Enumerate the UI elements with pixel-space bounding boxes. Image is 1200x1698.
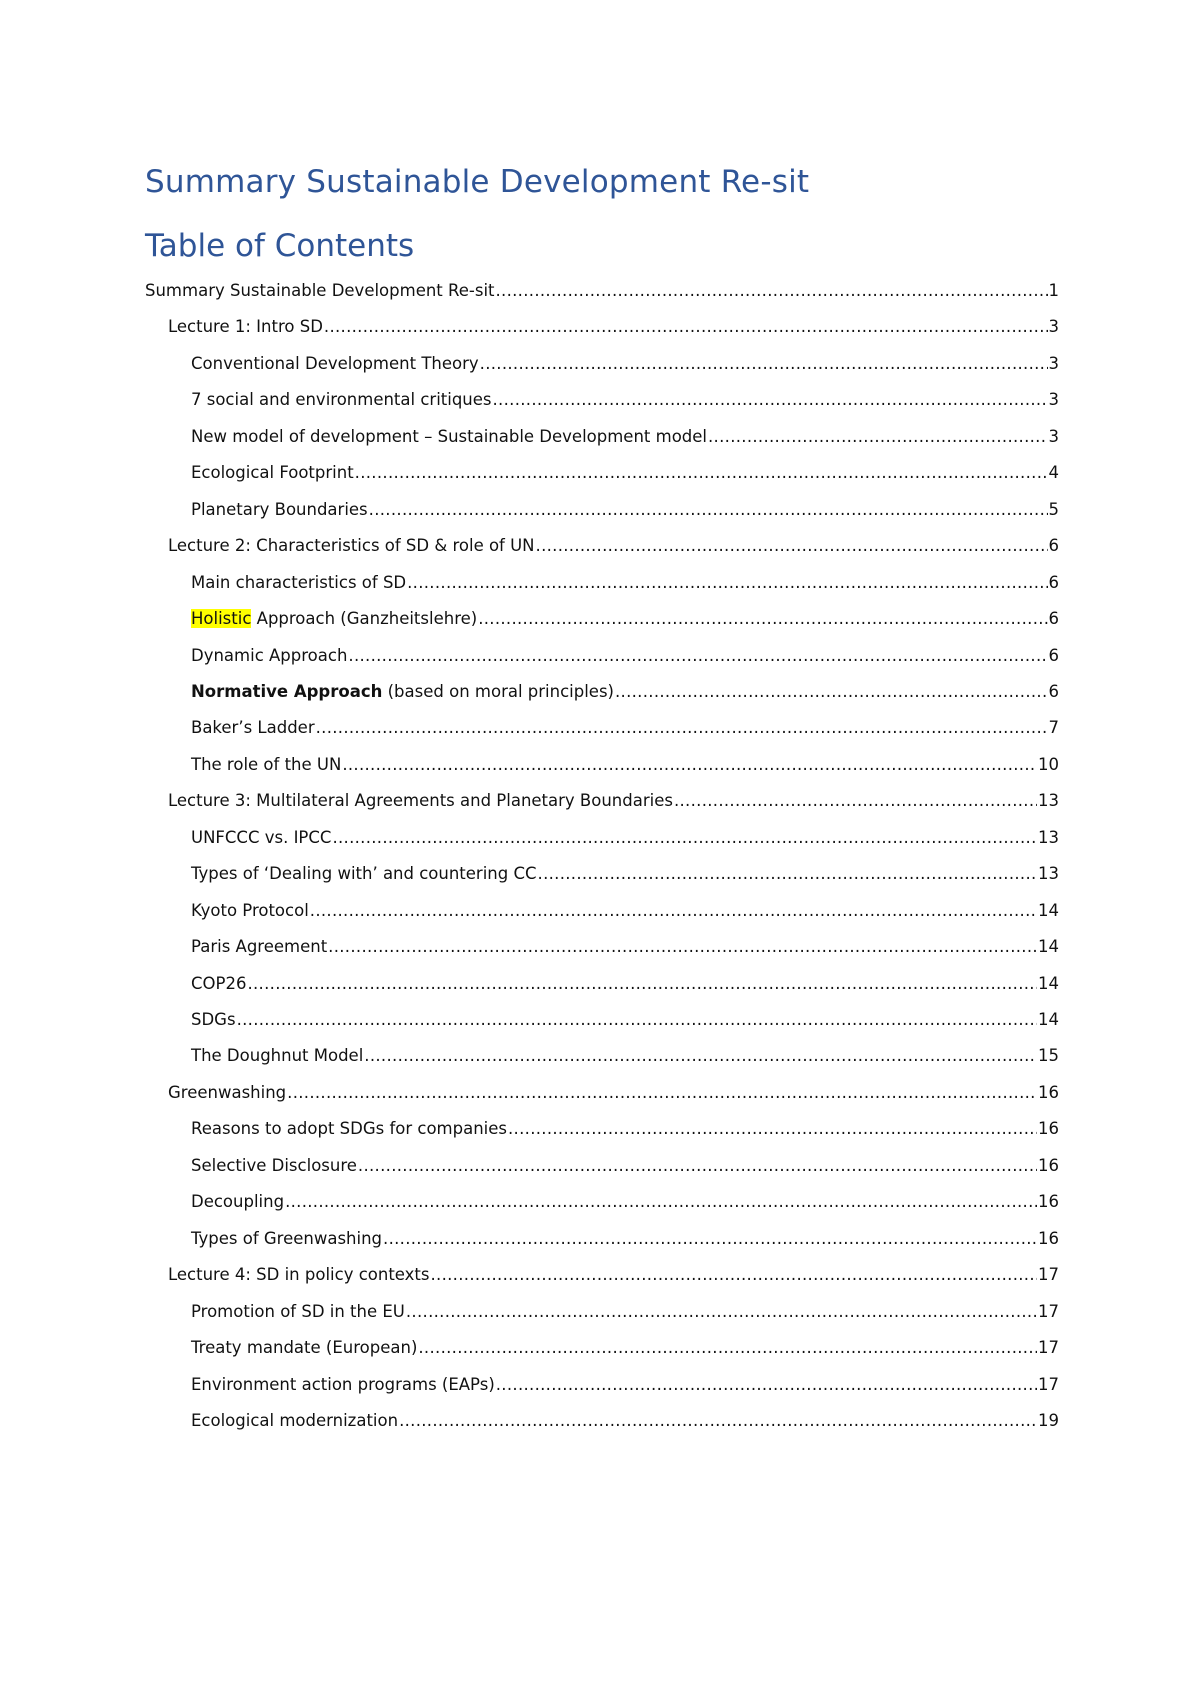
toc-entry-title: [168, 531, 535, 561]
toc-page-number: 13: [1038, 864, 1059, 884]
toc-text-segment: SDGs: [191, 1010, 236, 1029]
toc-text-segment: Approach (Ganzheitslehre): [251, 609, 478, 629]
toc-text-segment: Kyoto Protocol: [191, 900, 309, 920]
dot-leader: [406, 1297, 1037, 1327]
toc-text-segment: COP26: [191, 973, 247, 993]
toc-page-number: 5: [1048, 499, 1059, 519]
toc-entry[interactable]: [168, 786, 1059, 816]
toc-text-segment: Environment action programs (EAPs): [191, 1374, 495, 1394]
toc-entry-title: [191, 1114, 507, 1144]
dot-leader: [383, 1224, 1037, 1254]
toc-entry[interactable]: [191, 1406, 1059, 1436]
toc-entry[interactable]: [191, 1114, 1059, 1144]
toc-page-number: 3: [1048, 353, 1059, 373]
dot-leader: [369, 495, 1048, 525]
dot-leader: [316, 713, 1048, 743]
toc-page-number: 16: [1038, 1119, 1059, 1139]
dot-leader: [358, 1151, 1037, 1181]
toc-text-segment: Paris Agreement: [191, 937, 328, 957]
dot-leader: [237, 1005, 1037, 1035]
toc-entry-title: [145, 276, 495, 306]
highlighted-text: Holistic: [191, 609, 252, 629]
toc-entry-title: [191, 385, 492, 415]
toc-entry[interactable]: [191, 969, 1059, 999]
toc-entry-title: [191, 568, 406, 598]
toc-page-number: 16: [1038, 1228, 1059, 1248]
toc-entry[interactable]: [191, 458, 1059, 488]
dot-leader: [342, 750, 1037, 780]
toc-page-number: 7: [1048, 718, 1059, 738]
toc-text-segment: (based on moral principles): [382, 681, 614, 701]
dot-leader: [478, 604, 1047, 634]
toc-entry-title: [191, 604, 477, 634]
dot-leader: [496, 1370, 1037, 1400]
dot-leader: [399, 1406, 1037, 1436]
dot-leader: [536, 531, 1048, 561]
toc-page-number: 19: [1038, 1410, 1059, 1430]
toc-page-number: 17: [1038, 1301, 1059, 1321]
toc-heading: Table of Contents: [145, 228, 415, 264]
toc-entry[interactable]: [191, 568, 1059, 598]
dot-leader: [328, 932, 1037, 962]
toc-page-number: 15: [1038, 1046, 1059, 1066]
toc-entry[interactable]: [191, 750, 1059, 780]
toc-entry-title: [191, 750, 341, 780]
dot-leader: [324, 312, 1048, 342]
toc-page-number: 14: [1038, 1010, 1059, 1029]
toc-entry[interactable]: [191, 1224, 1059, 1254]
toc-page-number: 6: [1048, 536, 1059, 556]
toc-entry-title: [191, 458, 354, 488]
toc-entry-title: [191, 677, 614, 707]
toc-entry[interactable]: [168, 531, 1059, 561]
dot-leader: [247, 969, 1037, 999]
toc-entry-title: [191, 1406, 398, 1436]
toc-text-segment: Types of ‘Dealing with’ and countering CC: [191, 864, 537, 884]
toc-entry-title: [191, 932, 327, 962]
toc-entry-title: [191, 349, 479, 379]
toc-text-segment: Decoupling: [191, 1192, 285, 1212]
toc-entry[interactable]: [191, 1370, 1059, 1400]
toc-entry-title: [191, 1297, 405, 1327]
toc-entry[interactable]: [191, 896, 1059, 926]
toc-entry[interactable]: [168, 1078, 1059, 1108]
toc-entry[interactable]: [168, 312, 1059, 342]
toc-entry-title: [191, 1041, 363, 1071]
dot-leader: [364, 1041, 1037, 1071]
toc-entry-title: [191, 859, 537, 889]
toc-page-number: 3: [1048, 390, 1059, 410]
dot-leader: [615, 677, 1048, 707]
toc-entry-title: [168, 786, 673, 816]
toc-text-segment: Promotion of SD in the EU: [191, 1301, 405, 1321]
toc-entry[interactable]: [191, 641, 1059, 671]
toc-text-segment: Treaty mandate (European): [191, 1338, 418, 1358]
toc-entry[interactable]: [191, 385, 1059, 415]
toc-text-segment: Lecture 1: Intro SD: [168, 317, 323, 337]
toc-entry-title: [191, 713, 315, 743]
toc-entry[interactable]: [191, 1151, 1059, 1181]
toc-entry-title: [168, 312, 323, 342]
toc-page-number: 16: [1038, 1082, 1059, 1102]
toc-entry[interactable]: [191, 422, 1059, 452]
toc-page-number: 17: [1038, 1374, 1059, 1394]
dot-leader: [496, 276, 1048, 306]
toc-text-segment: Reasons to adopt SDGs for companies: [191, 1119, 508, 1139]
toc-page-number: 6: [1048, 609, 1059, 629]
toc-page-number: 16: [1038, 1192, 1059, 1212]
toc-text-segment: Lecture 4: SD in policy contexts: [168, 1265, 430, 1285]
dot-leader: [285, 1187, 1037, 1217]
toc-entry-title: [168, 1260, 430, 1290]
toc-page-number: 17: [1038, 1265, 1059, 1285]
toc-text-segment: Lecture 2: Characteristics of SD & role of UN: [168, 536, 535, 556]
toc-text-segment: Ecological Footprint: [191, 463, 354, 483]
dot-leader: [332, 823, 1037, 853]
toc-text-segment: Lecture 3: Multilateral Agreements and Planetary Boundaries: [168, 791, 673, 811]
toc-entry[interactable]: [191, 349, 1059, 379]
toc-text-segment: Selective Disclosure: [191, 1155, 357, 1175]
toc-page-number: 14: [1038, 973, 1059, 993]
toc-text-segment: The Doughnut Model: [191, 1046, 364, 1066]
toc-entry-title: [191, 896, 309, 926]
dot-leader: [708, 422, 1047, 452]
toc-entry[interactable]: [191, 1187, 1059, 1217]
toc-entry-title: [168, 1078, 286, 1108]
toc-text-segment: Planetary Boundaries: [191, 499, 368, 519]
toc-entry[interactable]: [191, 859, 1059, 889]
toc-entry[interactable]: [191, 1297, 1059, 1327]
toc-page-number: 13: [1038, 791, 1059, 811]
toc-text-segment: The role of the UN: [191, 754, 342, 774]
toc-text-segment: Baker’s Ladder: [191, 718, 315, 738]
toc-page-number: 14: [1038, 900, 1059, 920]
toc-entry-title: [191, 1151, 357, 1181]
toc-text-segment: Types of Greenwashing: [191, 1228, 383, 1248]
toc-entry-title: [191, 1370, 495, 1400]
toc-entry[interactable]: [191, 932, 1059, 962]
toc-page-number: 4: [1048, 463, 1059, 483]
toc-entry[interactable]: [145, 276, 1059, 306]
toc-page-number: 3: [1048, 317, 1059, 337]
toc-text-segment: UNFCCC vs. IPCC: [191, 827, 332, 847]
dot-leader: [407, 568, 1047, 598]
toc-entry-title: [191, 1187, 284, 1217]
toc-page-number: 10: [1038, 754, 1059, 774]
toc-text-segment: Dynamic Approach: [191, 645, 348, 665]
toc-entry[interactable]: [191, 823, 1059, 853]
document-title: Summary Sustainable Development Re-sit: [145, 164, 810, 200]
toc-entry-title: [191, 641, 347, 671]
dot-leader: [674, 786, 1037, 816]
toc-entry[interactable]: [191, 677, 1059, 707]
toc-text-segment: Conventional Development Theory: [191, 353, 479, 373]
toc-entry[interactable]: [191, 1333, 1059, 1363]
dot-leader: [431, 1260, 1038, 1290]
dot-leader: [493, 385, 1048, 415]
toc-page-number: 6: [1048, 572, 1059, 592]
dot-leader: [418, 1333, 1037, 1363]
dot-leader: [348, 641, 1047, 671]
dot-leader: [287, 1078, 1037, 1108]
toc-text-segment: Ecological modernization: [191, 1410, 399, 1430]
toc-text-segment: Summary Sustainable Development Re-sit: [145, 281, 495, 300]
toc-entry[interactable]: [168, 1260, 1059, 1290]
dot-leader: [355, 458, 1048, 488]
toc-page-number: 13: [1038, 827, 1059, 847]
toc-page-number: 16: [1038, 1155, 1059, 1175]
toc-page-number: 17: [1038, 1338, 1059, 1358]
toc-entry[interactable]: [191, 1041, 1059, 1071]
dot-leader: [508, 1114, 1037, 1144]
toc-page-number: 6: [1048, 681, 1059, 701]
toc-entry-title: [191, 495, 368, 525]
toc-entry[interactable]: [191, 604, 1059, 634]
toc-entry-title: [191, 422, 707, 452]
toc-text-segment: Main characteristics of SD: [191, 572, 407, 592]
toc-text-segment: Greenwashing: [168, 1082, 287, 1102]
toc-entry[interactable]: [191, 495, 1059, 525]
toc-entry[interactable]: [191, 1005, 1059, 1035]
toc-page-number: 1: [1048, 281, 1059, 300]
toc-page-number: 3: [1048, 426, 1059, 446]
toc-entry-title: [191, 1333, 417, 1363]
toc-text-segment: 7 social and environmental critiques: [191, 390, 492, 410]
dot-leader: [480, 349, 1048, 379]
toc-entry-title: [191, 823, 331, 853]
dot-leader: [538, 859, 1037, 889]
bold-text: Normative Approach: [191, 681, 383, 701]
toc-entry-title: [191, 969, 246, 999]
toc-entry[interactable]: [191, 713, 1059, 743]
dot-leader: [310, 896, 1037, 926]
toc-page-number: 6: [1048, 645, 1059, 665]
toc-entry-title: [191, 1224, 382, 1254]
toc-page-number: 14: [1038, 937, 1059, 957]
toc-entry-title: [191, 1005, 236, 1035]
toc-text-segment: New model of development – Sustainable Development model: [191, 426, 708, 446]
